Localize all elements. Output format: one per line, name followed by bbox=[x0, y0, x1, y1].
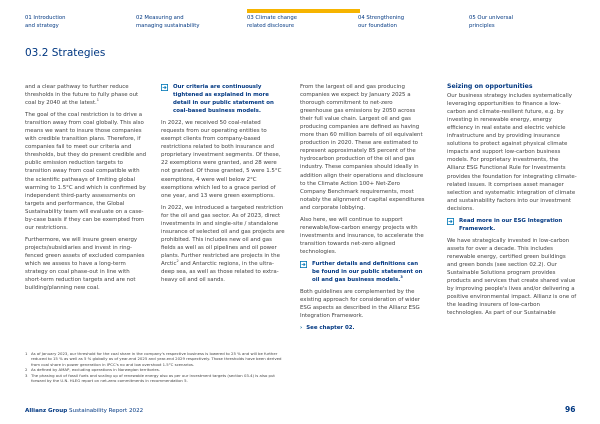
nav-item-strengthening[interactable] bbox=[358, 15, 458, 30]
footnote-ref[interactable]: 2 bbox=[176, 259, 179, 264]
external-link-icon bbox=[447, 218, 456, 225]
text-column-4 bbox=[447, 83, 577, 321]
paragraph: We have strategically invested in low-carbon assets for over a decade. This includes renewable energy, certified green buildings and green bonds (see section 02.2). Our Sustainable Solutions program provides products and services that create shared value by improving people's lives and/or delivering a positive environmental impact. Allianz is one of the leading insurers of low-carbon technologies. As part of our Sustainable bbox=[447, 237, 577, 317]
footnote-ref[interactable]: 1 bbox=[96, 98, 99, 103]
footnotes bbox=[25, 351, 290, 383]
paragraph: and a clear pathway to further reduce thresholds in the future to fully phase out coal by 2040 at the latest.$^1$ bbox=[25, 84, 139, 107]
paragraph: Also here, we will continue to support renewable/low-carbon energy projects with investments and insurance, to accelerate the transition towards net-zero aligned technologies. bbox=[300, 216, 424, 255]
nav-item-label-line2: related disclosure bbox=[247, 22, 295, 29]
paragraph: Our business strategy includes systematically leveraging opportunities to finance a low-carbon and climate-resilient future, e.g. by investing in renewable energy, energy efficiency in real estate and electric vehicle infrastructure and by providing insurance solutions to protect against physical climate impacts and support low-carbon business models. For proprietary investments, the Allianz ESG Functional Rule for Investments provides the foundation for integrating climate-related issues. It comprises asset manager selection and systematic integration of climate and sustainability factors into our investment decisions. bbox=[447, 93, 577, 212]
nav-item-label-line1: 04 Strengthening bbox=[358, 15, 405, 21]
footnote: 3 The phasing out of fossil fuels and scaling up of renewable energy also as per our investment targets (section 03.4) is also put forward by the U.N. HLEG report on net-zero commitments in recommendation 5. bbox=[25, 372, 275, 384]
text-column-1 bbox=[25, 83, 147, 296]
external-link-icon bbox=[300, 261, 309, 268]
nav-item-climate-change[interactable] bbox=[247, 15, 347, 30]
nav-item-label-line1: 01 Introduction bbox=[25, 15, 66, 21]
coal-statement-link[interactable]: Our criteria are continuously tightened as explained in more detail in our public statement on coal-based business models. bbox=[161, 83, 285, 115]
section-heading: Seizing on opportunities bbox=[447, 83, 533, 90]
nav-item-label-line2: our foundation bbox=[358, 22, 398, 29]
paragraph: Both guidelines are complemented by the existing approach for consideration of wider ESG aspects as described in the Allianz ESG Integration Framework. bbox=[300, 289, 421, 320]
nav-item-label-line2: managing sustainability bbox=[136, 22, 200, 29]
page-title: 03.2 Strategies bbox=[25, 47, 106, 59]
report-footer bbox=[25, 408, 143, 414]
footnote: 2 As defined by AMAP, excluding operations in Norwegian territories. bbox=[25, 367, 160, 373]
text-column-3 bbox=[300, 83, 425, 332]
paragraph: Furthermore, we will insure green energy projects/subsidiaries and invest in ring-fenced green assets of excluded companies which we assess to have a long-term strategy on coal phase-out in line with short-term reduction targets and are not building/planning new coal. bbox=[25, 236, 145, 292]
nav-item-label-line1: 02 Measuring and bbox=[136, 15, 184, 21]
nav-item-measuring[interactable] bbox=[136, 15, 236, 30]
footnote: 1 As of January 2023, our threshold for the coal share in the company's respective business is lowered to 25 % and will be further reduced to 15 % as well as 5 % globally as of year-end 2025 and year-end 2029 respectively. Those thresholds have been derived from coal share in power generation in IPCC's no and low overshoot 1.5°C scenarios. bbox=[25, 351, 282, 367]
oil-gas-statement-link[interactable]: Further details and definitions can be found in our public statement on oil and gas business models.$^3$ bbox=[300, 260, 425, 284]
page-number: 96 bbox=[565, 405, 576, 414]
paragraph: From the largest oil and gas producing companies we expect by January 2025 a thorough commitment to net-zero greenhouse gas emissions by 2050 across their full value chain. Largest oil and gas producing companies are defined as having more than 60 million barrels of oil equivalent production in 2020. These are estimated to represent approximately 85 percent of the hydrocarbon production of the oil and gas industry. These companies should ideally in addition align their operations and disclosure to the Climate Action 100+ Net-Zero Company Benchmark requirements, most notably the alignment of capital expenditures and corporate lobbying. bbox=[300, 84, 425, 211]
report-title: Sustainability Report 2022 bbox=[67, 408, 144, 414]
nav-item-label-line1: 05 Our universal bbox=[469, 15, 514, 21]
nav-item-universal-principles[interactable] bbox=[469, 15, 569, 30]
nav-item-introduction[interactable] bbox=[25, 15, 125, 30]
paragraph: In 2022, we introduced a targeted restriction for the oil and gas sector. As of 2023, direct investments in and single-site / standalone insurance of selected oil and gas projects are prohibited. This includes new oil and gas fields as well as oil pipelines and oil power plants. Further restricted are projects in the Arctic$^2$ and Antarctic regions, in the ultra-deep sea, as well as those related to extra-heavy oil and oil sands. bbox=[161, 204, 285, 284]
nav-item-label-line1: 03 Climate change bbox=[247, 15, 297, 21]
external-link-icon bbox=[161, 84, 170, 91]
esg-framework-link[interactable]: Read more in our ESG Integration Framework. bbox=[447, 217, 577, 233]
text-column-2 bbox=[161, 83, 285, 288]
brand-name: Allianz Group bbox=[25, 408, 68, 414]
paragraph: The goal of the coal restriction is to drive a transition away from coal globally. This also means we want to insure those companies with credible transition plans. Therefore, if companies fail to meet our criteria and thresholds, but they do present credible and public emission reduction targets to transition away from coal compatible with the scientific pathways of limiting global warming to 1.5°C and which is confirmed by independent third-party assessments on targets and performance, the Global Sustainability team will evaluate on a case-by-case basis if they can be exempted from our restrictions. bbox=[25, 112, 147, 231]
paragraph: In 2022, we received 50 coal-related requests from our operating entities to exempt clients from company-based restrictions related to both insurance and proprietary investment segments. Of these, 22 exemptions were granted, and 28 were not granted. Of those granted, 5 were 1.5°C exemptions, 4 were well below 2°C exemptions which led to a grace period of one year, and 13 were green exemptions. bbox=[161, 120, 282, 199]
nav-item-label-line2: principles bbox=[469, 22, 495, 29]
chapter-navigation bbox=[0, 0, 600, 40]
nav-item-label-line2: and strategy bbox=[25, 22, 59, 29]
footnote-ref[interactable]: 3 bbox=[400, 275, 403, 280]
chevron-right-icon: › bbox=[300, 325, 303, 332]
see-chapter-link[interactable]: › See chapter 02. bbox=[300, 325, 355, 332]
